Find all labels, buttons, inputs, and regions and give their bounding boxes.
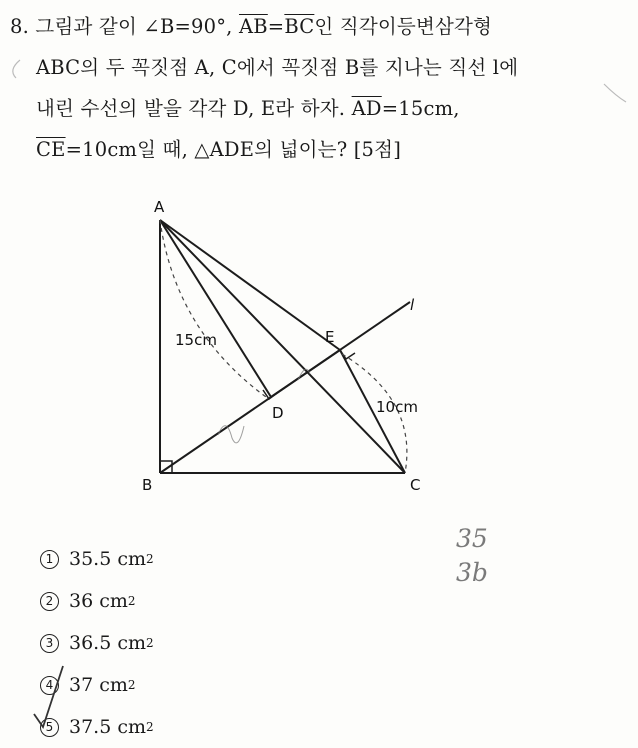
problem-text [10, 6, 610, 170]
segment-ce: $\overline{CE}$ [36, 138, 66, 161]
choice-marker: 1 [40, 550, 59, 569]
label-b: B [142, 476, 153, 494]
label-d: D [272, 404, 284, 422]
pencil-notes [456, 522, 488, 590]
choice-2[interactable] [40, 580, 154, 622]
choice-unit: cm [99, 674, 128, 696]
choice-unit: cm [117, 548, 147, 570]
equals-sign: = [267, 15, 285, 38]
label-c: C [410, 476, 421, 494]
choice-value: 37.5 [69, 716, 112, 738]
problem-text-4: =10cm일 때, △ADE의 넓이는? [5점] [65, 138, 402, 161]
choice-value: 36 [69, 590, 94, 612]
choice-exponent: 2 [127, 594, 136, 608]
pencil-note-2: 3b [456, 558, 488, 587]
choice-marker: 2 [40, 592, 59, 611]
segment-de-line [271, 350, 340, 397]
problem-line-1 [10, 6, 610, 47]
choice-value: 36.5 [69, 632, 112, 654]
label-e: E [325, 328, 335, 346]
choice-value: 35.5 [69, 548, 112, 570]
problem-number: 8. [10, 15, 30, 38]
answer-check-mark [30, 664, 70, 744]
label-a: A [154, 198, 165, 216]
problem-text-3b: =15cm, [381, 97, 460, 120]
choice-unit: cm [117, 632, 147, 654]
choice-exponent: 2 [146, 636, 154, 650]
margin-mark [0, 56, 24, 82]
problem-line-3 [10, 88, 610, 129]
problem-line-4 [10, 129, 610, 170]
problem-text-3a: 내린 수선의 발을 각각 D, E라 하자. [36, 97, 352, 120]
choice-1[interactable] [40, 538, 154, 580]
choice-value: 37 [69, 674, 94, 696]
choice-unit: cm [99, 590, 128, 612]
problem-text-1: 그림과 같이 ∠B=90°, [35, 15, 239, 38]
choice-3[interactable] [40, 622, 154, 664]
choice-marker: 5 [40, 718, 59, 737]
choice-marker: 4 [40, 676, 59, 695]
segment-ad: $\overline{AD}$ [351, 97, 382, 120]
segment-bc: $\overline{BC}$ [284, 15, 315, 38]
segment-ab: $\overline{AB}$ [238, 15, 268, 38]
length-ad: 15cm [175, 331, 217, 349]
label-l: l [410, 296, 415, 314]
triangle-figure [120, 190, 460, 500]
segment-ad-line [160, 220, 271, 397]
length-ce: 10cm [376, 398, 418, 416]
problem-line-2: ABC의 두 꼭짓점 A, C에서 꼭짓점 B를 지나는 직선 l에 [36, 56, 519, 79]
problem-text-1-end: 인 직각이등변삼각형 [314, 15, 493, 38]
pencil-note-1: 35 [456, 524, 488, 553]
choice-marker: 3 [40, 634, 59, 653]
choice-unit: cm [117, 716, 147, 738]
choice-exponent: 2 [146, 720, 154, 734]
margin-mark-right [600, 80, 630, 110]
pencil-scribble-10 [218, 426, 244, 443]
choice-exponent: 2 [146, 552, 154, 566]
choice-exponent: 2 [127, 678, 136, 692]
